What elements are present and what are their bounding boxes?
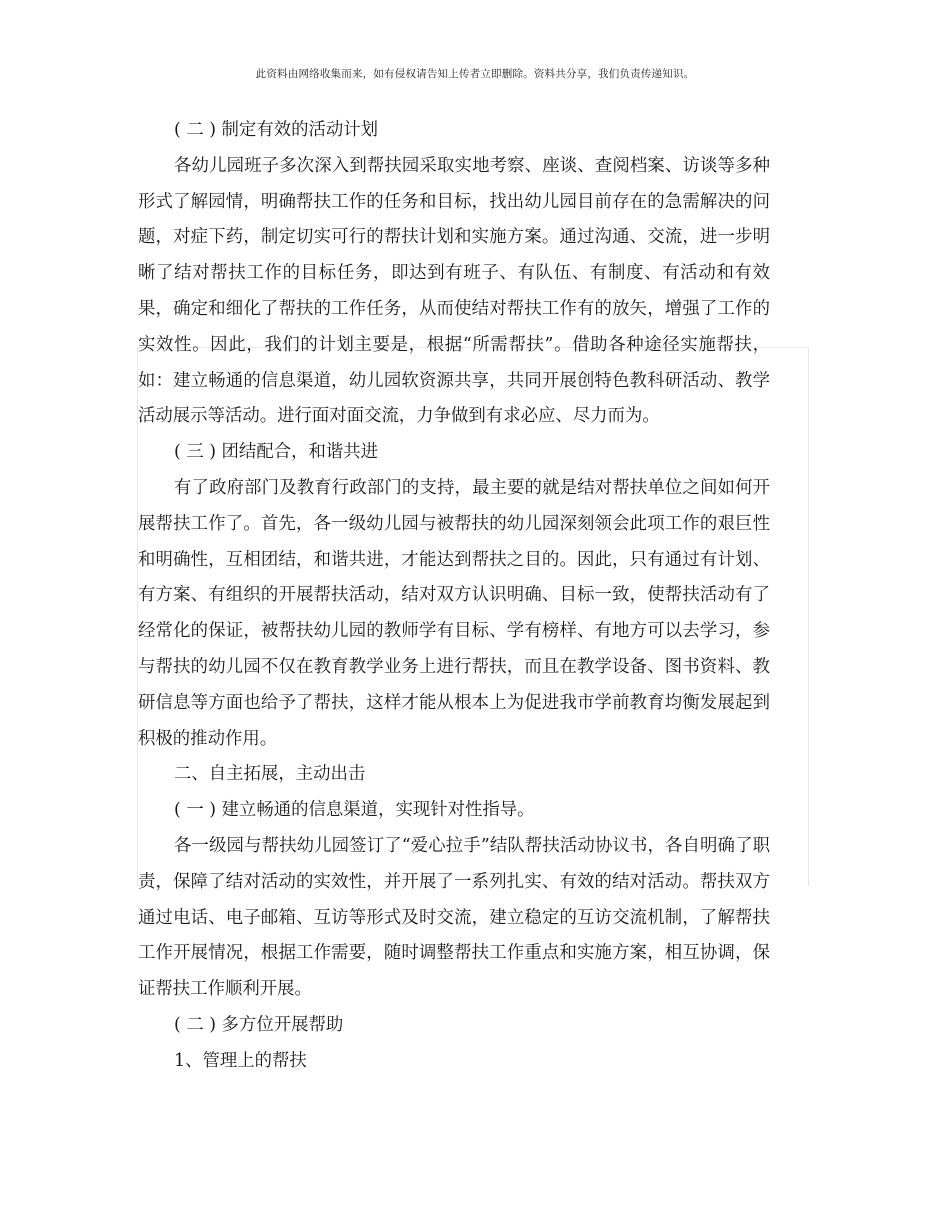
section-heading: 1、管理上的帮扶 [174, 1050, 307, 1071]
header-disclaimer: 此资料由网络收集而来，如有侵权请告知上传者立即删除。资料共分享，我们负责传递知识。 [255, 68, 695, 80]
paragraph: 各一级园与帮扶幼儿园签订了“爱心拉手”结队帮扶活动协议书，各自明确了职责，保障了结对活动的实效性，并开展了一系列扎实、有效的结对活动。帮扶双方通过电话、电子邮箱、互访等形式及时交流，建立稳定的互访交流机制，了解帮扶工作开展情况，根据工作需要，随时调整帮扶工作重点和实施方案，相互协调，保证帮扶工作顺利开展。 [138, 835, 770, 1000]
section-heading: ( 二 ) 制定有效的活动计划 [174, 120, 379, 140]
paragraph: 有了政府部门及教育行政部门的支持，最主要的就是结对帮扶单位之间如何开展帮扶工作了。首先，各一级幼儿园与被帮扶的幼儿园深刻领会此项工作的艰巨性和明确性，互相团结，和谐共进，才能达到帮扶之目的。因此，只有通过有计划、有方案、有组织的开展帮扶活动，结对双方认识明确、目标一致，使帮扶活动有了经常化的保证，被帮扶幼儿园的教师学有目标、学有榜样、有地方可以去学习，参与帮扶的幼儿园不仅在教育教学业务上进行帮扶，而且在教学设备、图书资料、教研信息等方面也给予了帮扶，这样才能从根本上为促进我市学前教育均衡发展起到积极的推动作用。 [138, 477, 770, 749]
section-heading: ( 一 ) 建立畅通的信息渠道，实现针对性指导。 [174, 800, 535, 821]
document-body [138, 113, 770, 1080]
section-heading: ( 三 ) 团结配合，和谐共进 [174, 442, 379, 463]
section-heading: 二、自主拓展，主动出击 [174, 764, 366, 785]
paragraph: 各幼儿园班子多次深入到帮扶园采取实地考察、座谈、查阅档案、访谈等多种形式了解园情，明确帮扶工作的任务和目标，找出幼儿园目前存在的急需解决的问题，对症下药，制定切实可行的帮扶计划和实施方案。通过沟通、交流，进一步明晰了结对帮扶工作的目标任务，即达到有班子、有队伍、有制度、有活动和有效果，确定和细化了帮扶的工作任务，从而使结对帮扶工作有的放矢，增强了工作的实效性。因此，我们的计划主要是，根据“所需帮扶”。借助各种途径实施帮扶，如：建立畅通的信息渠道，幼儿园软资源共享，共同开展创特色教科研活动、教学活动展示等活动。进行面对面交流，力争做到有求必应、尽力而为。 [138, 155, 770, 427]
section-heading: ( 二 ) 多方位开展帮助 [174, 1014, 344, 1035]
